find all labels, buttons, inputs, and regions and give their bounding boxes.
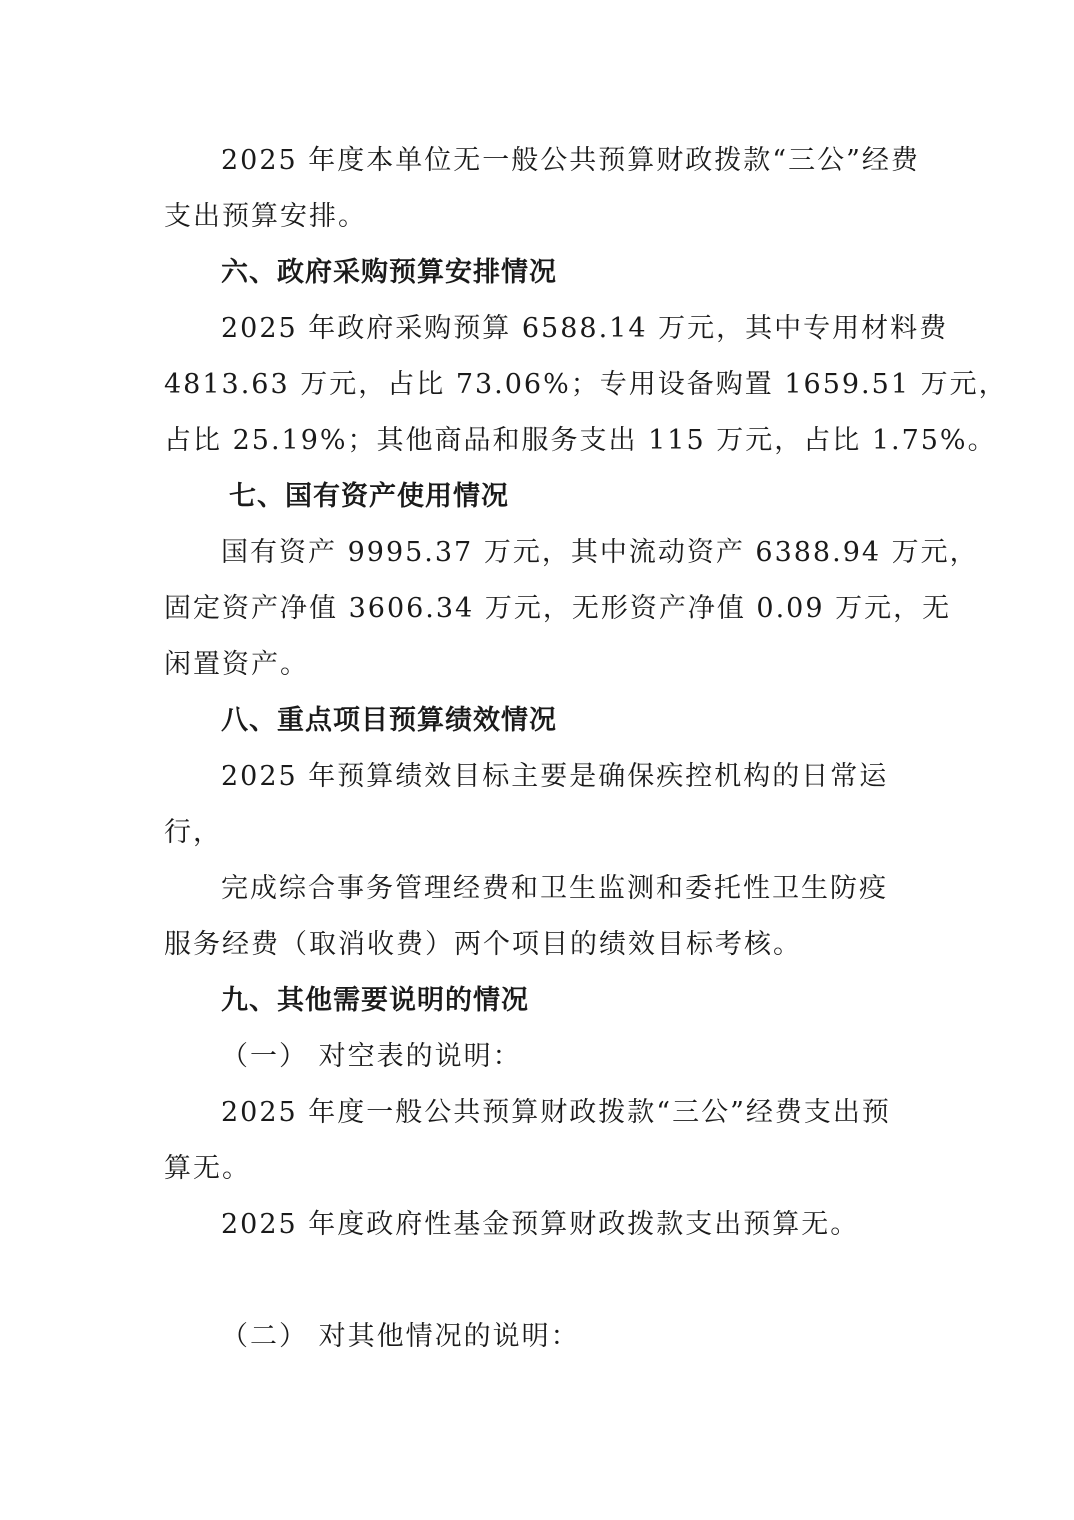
paragraph-line: 算无。 bbox=[164, 1153, 251, 1184]
paragraph-line: 占比 25.19%；其他商品和服务支出 115 万元，占比 1.75%。 bbox=[164, 425, 997, 456]
paragraph-line: 2025 年度本单位无一般公共预算财政拨款“三公”经费 bbox=[221, 145, 920, 176]
paragraph-line: 4813.63 万元，占比 73.06%；专用设备购置 1659.51 万元， bbox=[164, 369, 1008, 400]
subsection-heading: （一） 对空表的说明： bbox=[221, 1041, 522, 1072]
paragraph-line: 2025 年预算绩效目标主要是确保疾控机构的日常运 bbox=[221, 761, 889, 792]
paragraph-line: 行， bbox=[164, 817, 222, 848]
section-heading: 八、重点项目预算绩效情况 bbox=[221, 705, 557, 736]
paragraph-line: 国有资产 9995.37 万元，其中流动资产 6388.94 万元， bbox=[221, 537, 979, 568]
paragraph-line: 2025 年政府采购预算 6588.14 万元，其中专用材料费 bbox=[221, 313, 949, 344]
subsection-heading: （二） 对其他情况的说明： bbox=[221, 1321, 580, 1352]
section-heading: 六、政府采购预算安排情况 bbox=[221, 257, 557, 288]
paragraph-line: 固定资产净值 3606.34 万元，无形资产净值 0.09 万元，无 bbox=[164, 593, 952, 624]
paragraph-line: 闲置资产。 bbox=[164, 649, 309, 680]
paragraph-line: 2025 年度一般公共预算财政拨款“三公”经费支出预 bbox=[221, 1097, 891, 1128]
paragraph-line: 支出预算安排。 bbox=[164, 201, 367, 232]
section-heading: 九、其他需要说明的情况 bbox=[221, 985, 529, 1016]
paragraph-line: 服务经费（取消收费）两个项目的绩效目标考核。 bbox=[164, 929, 802, 960]
paragraph-line: 2025 年度政府性基金预算财政拨款支出预算无。 bbox=[221, 1209, 860, 1240]
paragraph-line: 完成综合事务管理经费和卫生监测和委托性卫生防疫 bbox=[221, 873, 888, 904]
section-heading: 七、国有资产使用情况 bbox=[229, 481, 509, 512]
